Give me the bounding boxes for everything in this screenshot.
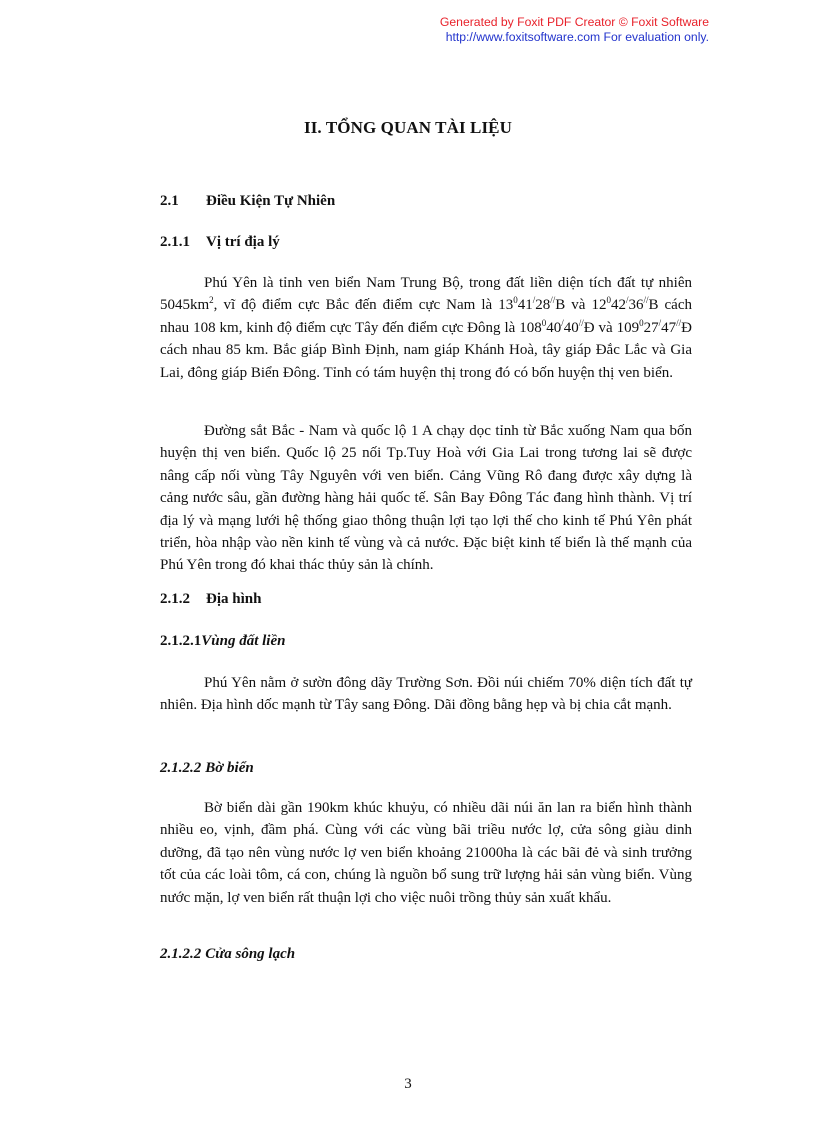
paragraph-location: Phú Yên là tỉnh ven biển Nam Trung Bộ, trong đất liền diện tích đất tự nhiên $5045km^2$, vĩ độ điểm cực Bắc đến điểm cực Nam là $13^041^/28^{//}B$ và $12^042^/36^{//}B$ cách nhau 108 km, kinh độ điểm cực Tây đến điểm cực Đông là $108^040^/40^{//}Đ$ và $109^027^/47^{//}Đ$ cách nhau 85 km. Bắc giáp Bình Định, nam giáp Khánh Hoà, tây giáp Đắc Lắc và Gia Lai, đông giáp Biển Đông. Tỉnh có tám huyện thị trong đó có bốn huyện thị ven biển. <box>160 275 692 381</box>
heading-number: 2.1.2.2 <box>160 946 202 962</box>
heading-number: 2.1.2.1 <box>160 633 202 649</box>
heading-label: Địa hình <box>206 591 262 607</box>
heading-number: 2.1.1 <box>160 234 190 250</box>
heading-2-1-2 <box>160 591 261 608</box>
heading-2-1-2-2-estuary <box>160 946 295 963</box>
heading-label: Bờ biển <box>205 760 254 776</box>
page-title: II. TỔNG QUAN TÀI LIỆU <box>304 118 512 137</box>
watermark-line-1: Generated by Foxit PDF Creator © Foxit Software <box>439 15 709 29</box>
heading-number: 2.1 <box>160 193 179 209</box>
paragraph-mainland: Phú Yên nằm ở sườn đông dãy Trường Sơn. Đồi núi chiếm 70% diện tích đất tự nhiên. Địa hình dốc mạnh từ Tây sang Đông. Dãi đồng bằng hẹp và bị chia cắt mạnh. <box>160 675 692 714</box>
heading-label: Vị trí địa lý <box>206 234 280 250</box>
foxit-watermark <box>409 15 709 45</box>
heading-label: Vùng đất liền <box>201 633 286 649</box>
paragraph-transport: Đường sắt Bắc - Nam và quốc lộ 1 A chạy dọc tỉnh từ Bắc xuống Nam qua bốn huyện thị ven biển. Quốc lộ 25 nối Tp.Tuy Hoà với Gia Lai trong tương lai sẽ được nâng cấp nối vùng Tây Nguyên với ven biển. Cảng Vũng Rô đang được xây dựng là cảng nước sâu, gần đường hàng hải quốc tế. Sân Bay Đông Tác đang hình thành. Vị trí địa lý và mạng lưới hệ thống giao thông thuận lợi tạo lợi thế cho kinh tế Phú Yên phát triển, hòa nhập vào nền kinh tế vùng và cả nước. Đặc biệt kinh tế biển là thế mạnh của Phú Yên trong đó khai thác thủy sản là chính. <box>160 423 692 574</box>
heading-number: 2.1.2.2 <box>160 760 202 776</box>
heading-label: Cửa sông lạch <box>205 946 296 962</box>
heading-2-1-2-2 <box>160 760 254 777</box>
heading-2-1-1 <box>160 234 280 251</box>
paragraph-coastline: Bờ biển dài gần 190km khúc khuỷu, có nhiều dãi núi ăn lan ra biển hình thành nhiều eo, vịnh, đầm phá. Cùng với các vùng bãi triều nước lợ, cửa sông giàu dinh dưỡng, đã tạo nên vùng nước lợ ven biển khoảng 21000ha là các bãi đẻ và sinh trưởng tốt của các loài tôm, cá con, chúng là nguồn bổ sung trữ lượng hải sản vùng biển. Vùng nước mặn, lợ ven biển rất thuận lợi cho việc nuôi trồng thủy sản xuất khẩu. <box>160 800 692 906</box>
heading-2-1-2-1 <box>160 633 285 650</box>
watermark-line-2: http://www.foxitsoftware.com For evaluation only. <box>445 30 709 44</box>
heading-label: Điều Kiện Tự Nhiên <box>206 193 336 209</box>
heading-number: 2.1.2 <box>160 591 190 607</box>
heading-2-1 <box>160 193 335 210</box>
page-number: 3 <box>404 1076 412 1092</box>
